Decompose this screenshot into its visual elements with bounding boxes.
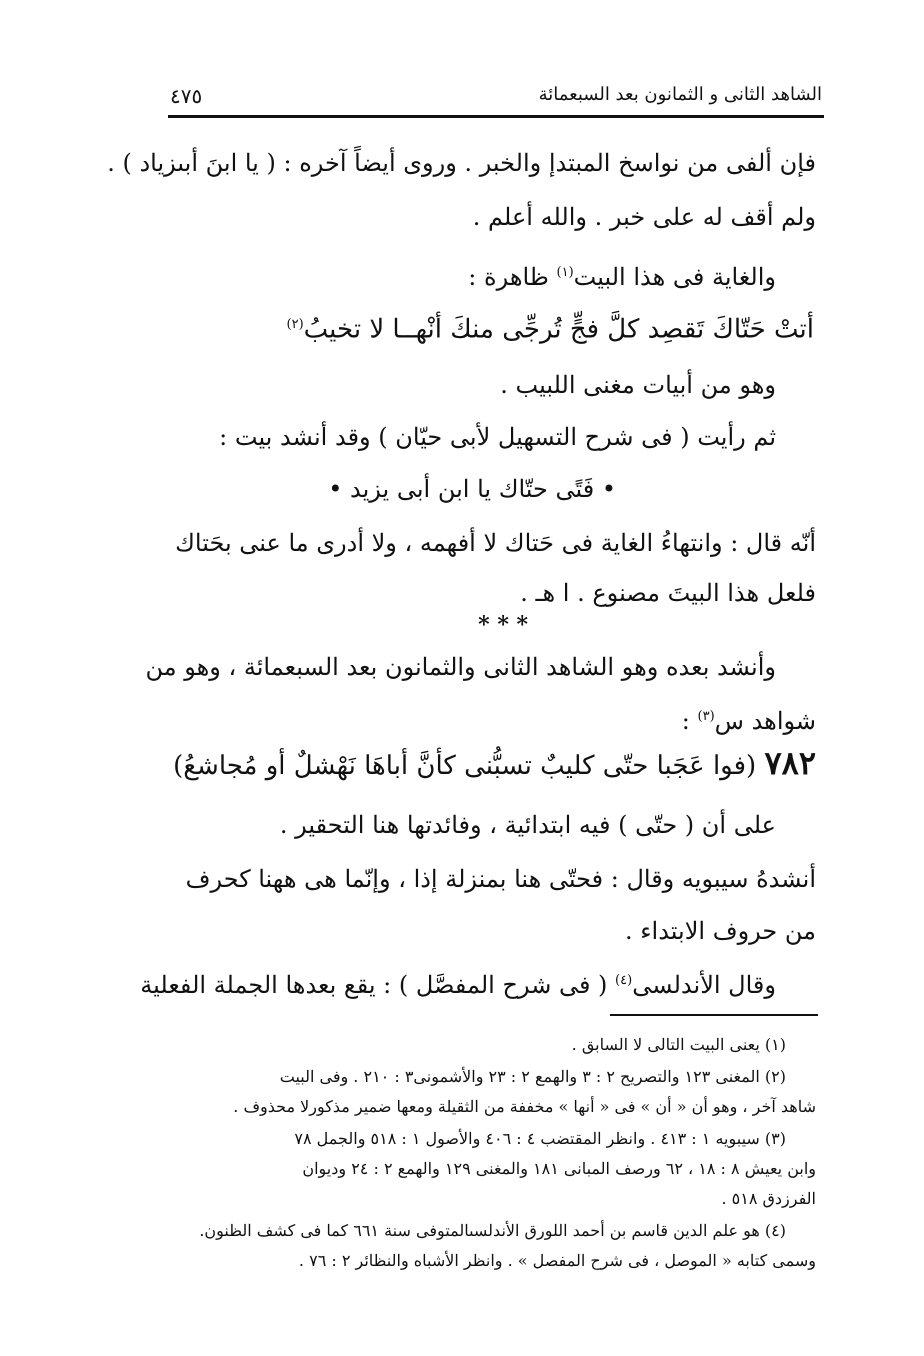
section-separator: * * * bbox=[478, 612, 528, 638]
body-line-11: وأنشد بعده وهو الشاهد الثانى والثمانون بعد السبعمائة ، وهو من bbox=[145, 653, 776, 681]
body-line-15: أنشدهُ سيبويه وقال : فحتّى هنا بمنزلة إذا ، وإنّما هى ههنا كحرف bbox=[185, 865, 816, 893]
body-line-14: على أن ( حتّى ) فيه ابتدائية ، وفائدتها هنا التحقير . bbox=[279, 811, 776, 839]
footnote-2: (٢) المغنى ١٢٣ والتصريح ٢ : ٣ والهمع ٢ : ٢٣ والأشمونى٣ : ٢١٠ . وفى البيت bbox=[279, 1067, 786, 1086]
footnote-ref-3: (٣) bbox=[697, 709, 715, 724]
footnote-4: (٤) هو علم الدين قاسم بن أحمد اللورق الأندلسىالمتوفى سنة ٦٦١ كما فى كشف الظنون. bbox=[199, 1221, 786, 1240]
footnote-2-cont: شاهد آخر ، وهو أن « أن » فى « أنها » مخففة من الثقيلة ومعها ضمير مذكورلا محذوف . bbox=[233, 1097, 816, 1116]
footnote-1: (١) يعنى البيت التالى لا السابق . bbox=[571, 1035, 786, 1054]
header-rule bbox=[168, 115, 824, 118]
page-number: ٤٧٥ bbox=[170, 84, 203, 108]
footnote-3: (٣) سيبويه ١ : ٤١٣ . وانظر المقتضب ٤ : ٤٠٦ والأصول ١ : ٥١٨ والجمل ٧٨ bbox=[294, 1129, 786, 1148]
body-line-3: والغاية فى هذا البيت$^{(١)}$ ظاهرة : bbox=[468, 263, 776, 291]
verse-number: ٧٨٢ bbox=[764, 744, 816, 782]
page-header bbox=[170, 84, 822, 114]
footnote-rule bbox=[610, 1014, 818, 1016]
footnote-ref-4: (٤) bbox=[615, 973, 633, 988]
running-title: الشاهد الثانى و الثمانون بعد السبعمائة bbox=[538, 84, 822, 105]
body-line-6: ثم رأيت ( فى شرح التسهيل لأبى حيّان ) وقد أنشد بيت : bbox=[219, 423, 776, 451]
footnote-ref-2: (٢) bbox=[286, 317, 304, 332]
body-line-2: ولم أقف له على خبر . والله أعلم . bbox=[472, 203, 816, 231]
footnote-3-cont-2: الفرزدق ٥١٨ . bbox=[721, 1189, 816, 1208]
footnote-ref-1: (١) bbox=[556, 265, 574, 280]
body-line-1: فإن ألفى من نواسخ المبتدإ والخبر . وروى أيضاً آخره : ( يا ابنَ أبىزياد ) . bbox=[107, 149, 816, 177]
body-line-8: أنّه قال : وانتهاءُ الغاية فى حَتاك لا أفهمه ، ولا أدرى ما عنى بحَتاك bbox=[175, 529, 816, 557]
body-line-12: شواهد س$^{(٣)}$ : bbox=[681, 707, 816, 735]
body-line-17: وقال الأندلسى$^{(٤)}$ ( فى شرح المفصَّل ) : يقع بعدها الجملة الفعلية bbox=[140, 971, 776, 999]
body-line-9: فلعل هذا البيتَ مصنوع . ا هـ . bbox=[520, 579, 816, 607]
verse-fragment: • فَتًى حتّاك يا ابن أبى يزيد • bbox=[328, 475, 616, 503]
footnote-4-cont: وسمى كتابه « الموصل ، فى شرح المفصل » . وانظر الأشباه والنظائر ٢ : ٧٦ . bbox=[298, 1251, 816, 1270]
verse-line: أتتْ حَتّاكَ تَقصِد كلَّ فجٍّ تُرجِّى منكَ أنْهــا لا تخيبُ$^{(٢)}$ bbox=[286, 314, 814, 345]
footnote-3-cont: وابن يعيش ٨ : ١٨ ، ٦٢ ورصف المبانى ١٨١ والمغنى ١٢٩ والهمع ٢ : ٢٤ وديوان bbox=[302, 1159, 816, 1178]
body-line-5: وهو من أبيات مغنى اللبيب . bbox=[500, 371, 776, 399]
body-line-16: من حروف الابتداء . bbox=[624, 917, 816, 945]
verse-782: ٧٨٢ (فوا عَجَبا حتّى كليبٌ تسبُّنى كأنَّ أباهَا نَهْشلٌ أو مُجاشعُ) bbox=[173, 744, 816, 782]
